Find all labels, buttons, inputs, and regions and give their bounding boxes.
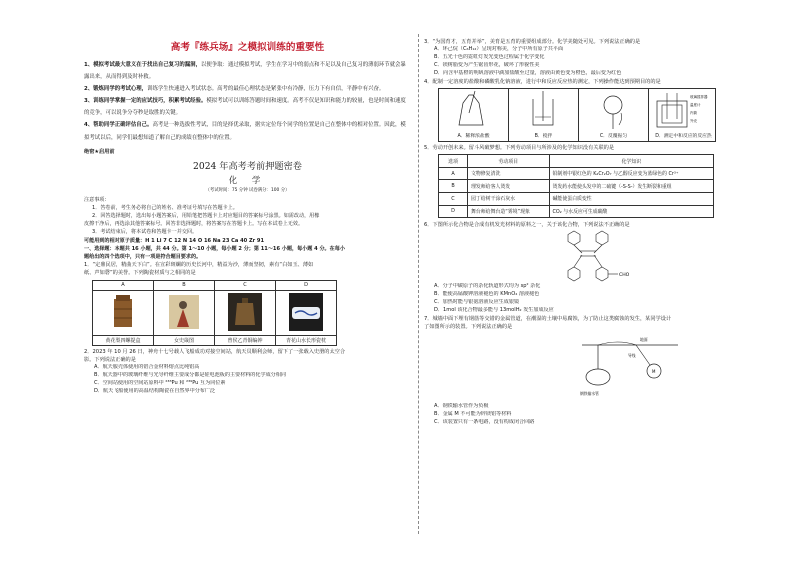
intro-paragraph: 1、模拟考试最大意义在于找出自己复习的漏洞，以便争取：通过模拟考试，学生在学习中的弱点和不足以及自己复习的薄弱环节就会暴露出来，从而得到及时补救。 bbox=[84, 62, 406, 81]
label-ground: 地面 bbox=[640, 337, 648, 343]
q1-caption-d: 青花山水长形瓷枕 bbox=[276, 335, 337, 345]
exam-title: 2024 年高考考前押题密卷 bbox=[193, 160, 302, 172]
q7-option-b: B．金属 M 不可能为锌镁铝等材料 bbox=[434, 411, 512, 418]
q2-stem: 2．2023 年 10 月 26 日，神舟十七号载人飞船成功对接空间站，航天员顺利会师，留下了一张载入史册的太空合 bbox=[84, 348, 346, 355]
bronze-bell-image bbox=[228, 293, 262, 331]
q3-option-d: D．向含甲基橙的明矾溶液中滴加盐酸至过量，溶液由黄色变为橙色，最后变为红色 bbox=[434, 69, 622, 76]
q4-apparatus-row bbox=[438, 88, 716, 142]
table-row bbox=[439, 205, 714, 218]
q2-option-c: C．空间站使用的空间站原料中 ²³⁸Pu 和 ²³⁹Pu 互为同位素 bbox=[94, 379, 226, 386]
atomic-masses: 可能用到的相对原子质量：H 1 Li 7 C 12 N 14 O 16 Na 23 Ca 40 Zr 91 bbox=[84, 237, 265, 244]
q4-cell-c bbox=[579, 89, 649, 141]
q5-header-project: 劳动项目 bbox=[468, 155, 550, 168]
calorimeter-image bbox=[649, 89, 718, 133]
q1-photo-b bbox=[154, 290, 215, 335]
q1-photo-d bbox=[276, 290, 337, 335]
q4-label-d: D．测定中和反应的反应热 bbox=[655, 134, 712, 140]
q2-option-d: D．航天飞船使用的高温结构陶瓷在自然界中分布广泛 bbox=[94, 387, 216, 394]
q5-cell: D bbox=[439, 205, 468, 218]
painting-image bbox=[167, 293, 201, 331]
q5-table bbox=[438, 154, 714, 218]
q5-cell: 碱能使蛋白质变性 bbox=[549, 193, 713, 206]
q5-cell: A bbox=[439, 167, 468, 180]
q4-label-a: A．稀释浓盐酸 bbox=[457, 134, 490, 140]
intro-paragraph: 2、锻炼同学的考试心理，训练学生快速进入考试状态。高考的最佳心理状态是紧张中有冷静，压力下有自信，平静中有兴奋。 bbox=[84, 86, 385, 93]
q2-option-a: A．航天服壳体使用的铝合金材料熔点比纯铝高 bbox=[94, 364, 200, 371]
q5-cell: 烫发药水能使头发中的二硫键（-S-S-）发生断裂和重组 bbox=[549, 180, 713, 193]
label-metal: M bbox=[652, 369, 656, 375]
q6-option-b: B．能使高锰酸钾溶液褪色的 KMnO₄ 溶液褪色 bbox=[434, 291, 540, 298]
q4-stem: 4．配制一定溶度的盐酸和磷酸乳化钠溶液，进行中和反应反应热的测定，下列操作能达到预期目的的是 bbox=[424, 78, 661, 85]
q1-image-table bbox=[92, 280, 337, 346]
aldehyde-label: CHO bbox=[619, 273, 630, 279]
porcelain-pillow-image bbox=[289, 293, 323, 331]
q7-stem: 7．城墙中面下埋有钢筋等交错的金属管道，在潮湿的土壤中易腐蚀，为了防止这类腐蚀的发生，某同学设计 bbox=[424, 316, 672, 323]
q1-photo-a bbox=[93, 290, 154, 335]
q6-stem: 6．下图所示化合物是合成有机发光材料的原料之一，关于该化合物，下列说法不正确的是 bbox=[424, 222, 630, 229]
q1-caption-a: 黄花梨四螺提盒 bbox=[93, 335, 154, 345]
section-heading-2: 题给出的四个选项中，只有一项是符合题目要求的。 bbox=[84, 254, 202, 261]
q5-cell: CO₂ 与水反应可生成碳酸 bbox=[549, 205, 713, 218]
label-pipe: 钢铁输水管 bbox=[580, 391, 599, 397]
q2-option-b: B．航天器中的玻璃纤维与光导纤维主要成分都是硅电池板的主要材料的化学成分相同 bbox=[94, 372, 286, 378]
q6-option-d: D．1mol 该化合物最多能与 13molH₂ 发生加成反应 bbox=[434, 307, 554, 314]
q7-diagram bbox=[578, 331, 688, 403]
q3-stem: 3．“为国育才，五育并举”，美育是五育的重要组成部分。化学美随处可见。下列说法正确的是 bbox=[424, 39, 641, 45]
q3-option-b: B．五光十色的霓虹灯发光变色过程属于化学变化 bbox=[434, 54, 545, 61]
q5-cell: 文物修复清洗 bbox=[468, 167, 550, 180]
q5-stem: 5．劳动开创未来。留斗风破梦想。下列劳动项目与所涉及的化学知识没有关联的是 bbox=[424, 145, 615, 152]
q1-head-c: C bbox=[215, 280, 276, 290]
q1-photo-c bbox=[215, 290, 276, 335]
q6-structure bbox=[544, 229, 664, 283]
q6-option-c: C．加热时能与银氨溶液反应生成银镜 bbox=[434, 299, 520, 306]
wooden-box-image bbox=[106, 293, 140, 331]
q5-cell: 舞台师给舞台造“雾境”现象 bbox=[468, 205, 550, 218]
q1-caption-c: 曾侯乙青铜编钟 bbox=[215, 335, 276, 345]
q5-cell: 理发师给客人烫发 bbox=[468, 180, 550, 193]
exam-subject: 化 学 bbox=[228, 174, 267, 185]
q7-option-a: A．钢铁输水管作为负极 bbox=[434, 403, 489, 410]
q4-side-stirrer: 玻璃搅拌器 bbox=[690, 95, 708, 100]
q4-label-c: C．反覆振匀 bbox=[599, 134, 628, 140]
q5-header-knowledge: 化学知识 bbox=[549, 155, 713, 168]
notes-heading: 注意事项： bbox=[84, 196, 110, 203]
table-row bbox=[439, 193, 714, 206]
q1-stem-2: 纸、声如磬”的美誉。下列陶瓷材质与之相同的是 bbox=[84, 270, 196, 277]
flask-apparatus-image bbox=[579, 89, 648, 133]
note-line: 3．考试结束后，将本试卷和答题卡一并交回。 bbox=[92, 229, 198, 236]
q1-stem: 1．“定鼎民居，精曲天下白”。在宣彩斑斓的历史长河中，精益为沙，薄而坚韧，素有“白如玉、薄如 bbox=[84, 262, 314, 269]
q4-cell-a bbox=[439, 89, 509, 141]
left-column bbox=[84, 30, 411, 396]
intro-paragraph: 3、训练同学掌握一定的应试技巧，积累考试经验。模拟考试可以训练答题时间和速度。高考不仅是知识和能力的较量，也是时间和速度的竞争，可以说争分夺秒是取胜的关键。 bbox=[84, 98, 406, 117]
q7-stem-2: 了如图所示的装置。下列说法正确的是 bbox=[424, 324, 513, 331]
q1-head-d: D bbox=[276, 280, 337, 290]
section-heading: 一、选择题：本题共 16 小题，共 44 分。第 1～10 小题，每小题 2 分；第 11～16 小题，每小题 4 分。在每小 bbox=[84, 245, 345, 252]
exam-meta: （考试时间：75 分钟 试卷满分：100 分） bbox=[205, 187, 290, 193]
dilution-apparatus-image bbox=[439, 89, 508, 133]
q2-stem-2: 影。下列说法正确的是 bbox=[84, 356, 136, 363]
column-divider bbox=[418, 34, 419, 534]
stirring-apparatus-image bbox=[509, 89, 578, 133]
table-row bbox=[439, 167, 714, 180]
q4-side-inner: 内筒 bbox=[690, 111, 697, 116]
intro-paragraph: 4、帮助同学正确评估自己。高考是一种选拔性考试，目的是择优录取，据实定位每个同学的位置是自己在整体中的相对位置。因此，模拟考试以后，同学们最想知道了解自己的成绩在整体中的位置。 bbox=[84, 122, 406, 141]
table-row bbox=[439, 180, 714, 193]
q1-caption-b: 女史箴图 bbox=[154, 335, 215, 345]
label-wire: 导线 bbox=[628, 353, 636, 359]
q5-header-option: 选项 bbox=[439, 155, 468, 168]
q6-option-a: A．分子中碳原子的杂化轨道形式均为 sp² 杂化 bbox=[434, 283, 541, 290]
q1-head-a: A bbox=[93, 280, 154, 290]
note-line: 1．答卷前，考生务必将自己的姓名、准考证号填写在答题卡上。 bbox=[92, 204, 238, 211]
q3-option-a: A．环己烷（C₆H₁₂）呈现对称美，分子中所有原子共平面 bbox=[434, 46, 564, 53]
molecule-structure-image bbox=[544, 229, 664, 283]
q5-cell: 园丁给树干涂石灰水 bbox=[468, 193, 550, 206]
q4-side-thermometer: 温度计 bbox=[690, 103, 701, 108]
q7-option-c: C．该装置只有一条电路，没有构成闭合回路 bbox=[434, 419, 535, 426]
q5-cell: B bbox=[439, 180, 468, 193]
q4-label-b: B．搅拌 bbox=[534, 134, 553, 140]
q3-option-c: C．镁树脂变为产生锯齿形花，破坏了形貌性美 bbox=[434, 62, 540, 69]
q4-cell-d bbox=[649, 89, 718, 141]
q5-cell: 铅制剂中银红色的 K₂Cr₂O₇ 与乙醇反应变为蓝绿色的 Cr³⁺ bbox=[549, 167, 713, 180]
note-line: 2．回答选择题时，选出每小题答案后，用铅笔把答题卡上对应题目的答案标号涂黑。如需改动，用橡 bbox=[92, 213, 320, 220]
q1-head-b: B bbox=[154, 280, 215, 290]
corrosion-setup-image bbox=[578, 331, 688, 403]
q5-cell: C bbox=[439, 193, 468, 206]
intro-title: 高考『练兵场』之模拟训练的重要性 bbox=[170, 42, 325, 53]
secret-label: 绝密★启用前 bbox=[84, 148, 115, 155]
q4-cell-b bbox=[509, 89, 579, 141]
note-line: 皮擦干净后，再选涂其他答案标号。回答非选择题时，将答案写在答题卡上。写在本试卷上无效。 bbox=[84, 221, 304, 228]
q4-side-outer: 外壳 bbox=[690, 119, 697, 124]
right-column bbox=[424, 38, 724, 427]
